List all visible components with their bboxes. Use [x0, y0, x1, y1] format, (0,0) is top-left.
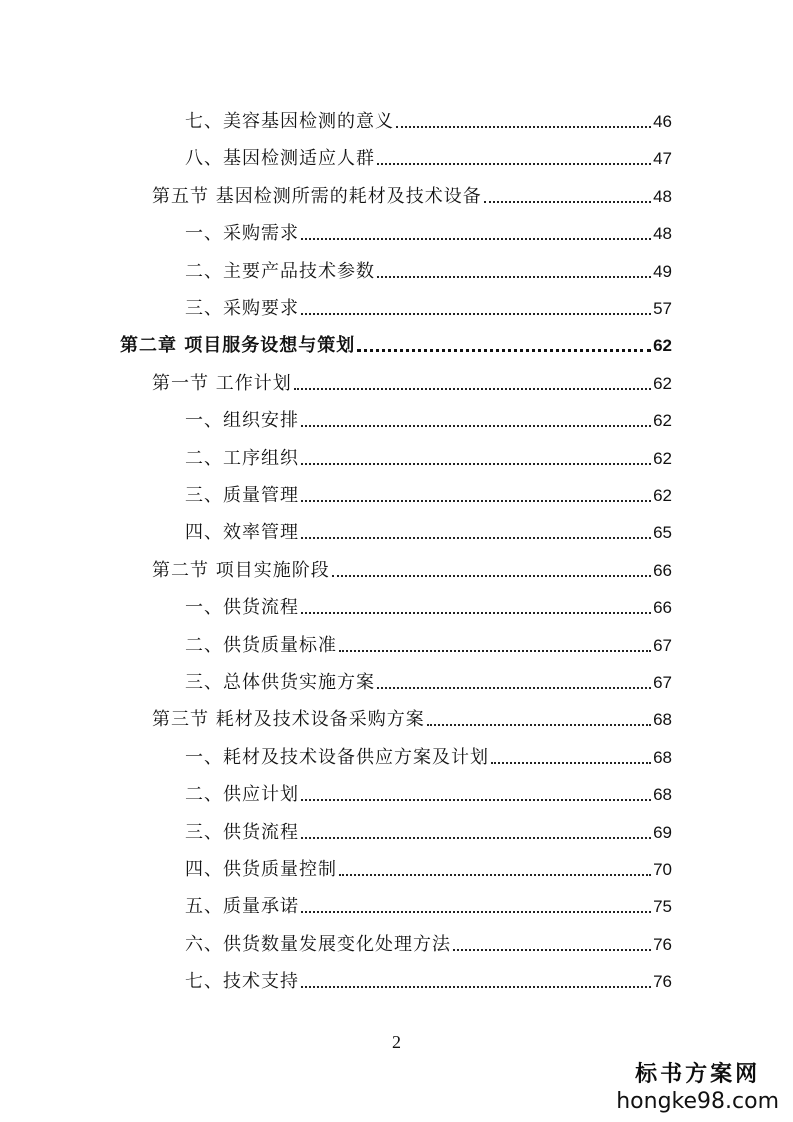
toc-entry-title: 二、供应计划: [185, 784, 299, 806]
toc-entry-title: 六、供货数量发展变化处理方法: [185, 933, 451, 955]
toc-subsection-entry: [0, 517, 793, 545]
toc-subsection-entry: [0, 592, 793, 620]
toc-dot-leader: [377, 163, 651, 165]
toc-subsection-entry: [0, 480, 793, 508]
toc-dot-leader: [301, 799, 651, 801]
toc-subsection-entry: [0, 405, 793, 433]
toc-dot-leader: [301, 238, 651, 240]
toc-entry-title: 一、采购需求: [185, 223, 299, 245]
toc-subsection-entry: [0, 293, 793, 321]
toc-entry-title: 四、供货质量控制: [185, 859, 337, 880]
toc-entry-page: 62: [653, 411, 672, 431]
toc-subsection-entry: [0, 218, 793, 246]
toc-section-entry: [0, 181, 793, 209]
toc-entry-page: 68: [653, 785, 672, 805]
toc-entry-page: 47: [653, 149, 672, 169]
toc-entry-title: 二、工序组织: [185, 447, 299, 469]
toc-entry-title: 三、供货流程: [185, 821, 299, 843]
toc-dot-leader: [427, 724, 651, 726]
toc-dot-leader: [339, 650, 651, 652]
toc-entry-page: 70: [653, 860, 672, 879]
toc-dot-leader: [301, 911, 651, 913]
toc-dot-leader: [301, 837, 651, 839]
toc-subsection-entry: [0, 106, 793, 134]
toc-subsection-entry: [0, 891, 793, 919]
page-number: 2: [392, 1032, 401, 1052]
toc-entry-title: 三、采购要求: [185, 298, 299, 319]
toc-entry-title: 一、耗材及技术设备供应方案及计划: [185, 746, 489, 768]
toc-dot-leader: [339, 874, 651, 876]
toc-entry-page: 76: [653, 934, 672, 954]
toc-entry-page: 67: [653, 673, 672, 692]
toc-dot-leader: [301, 463, 651, 465]
toc-entry-title: 一、供货流程: [185, 597, 299, 619]
toc-subsection-entry: [0, 630, 793, 658]
toc-chapter-entry: [0, 330, 793, 358]
toc-dot-leader: [484, 201, 651, 203]
toc-subsection-entry: [0, 779, 793, 807]
toc-subsection-entry: [0, 256, 793, 284]
watermark-url: hongke98.com: [616, 1089, 779, 1114]
toc-subsection-entry: [0, 742, 793, 770]
toc-entry-page: 48: [653, 186, 672, 206]
toc-dot-leader: [301, 986, 651, 988]
toc-entry-title: 四、效率管理: [185, 522, 299, 544]
toc-subsection-entry: [0, 854, 793, 882]
toc-subsection-entry: [0, 143, 793, 171]
toc-entry-page: 62: [653, 486, 672, 505]
toc-entry-page: 68: [653, 710, 672, 730]
toc-entry-title: 五、质量承诺: [185, 896, 299, 918]
toc-dot-leader: [301, 537, 651, 539]
toc-entry-title: 一、组织安排: [185, 410, 299, 432]
toc-entry-title: 第二节 项目实施阶段: [152, 559, 330, 581]
toc-entry-page: 49: [653, 261, 672, 281]
toc-dot-leader: [301, 313, 651, 315]
toc-entry-page: 62: [653, 373, 672, 393]
toc-entry-title: 第一节 工作计划: [152, 372, 292, 394]
toc-entry-page: 76: [653, 972, 672, 992]
toc-section-entry: [0, 555, 793, 583]
toc-entry-page: 67: [653, 635, 672, 655]
toc-dot-leader: [301, 425, 651, 427]
watermark-name: 标书方案网: [635, 1061, 761, 1087]
toc-subsection-entry: [0, 667, 793, 695]
toc-subsection-entry: [0, 817, 793, 845]
toc-entry-page: 57: [653, 299, 672, 318]
toc-dot-leader: [301, 612, 651, 614]
toc-entry-title: 第五节 基因检测所需的耗材及技术设备: [152, 185, 482, 207]
toc-dot-leader: [453, 949, 651, 951]
toc-entry-title: 三、质量管理: [185, 485, 299, 506]
toc-entry-page: 62: [653, 448, 672, 468]
toc-entry-title: 第三节 耗材及技术设备采购方案: [152, 709, 425, 731]
toc-entry-title: 七、技术支持: [185, 971, 299, 993]
toc-dot-leader: [396, 126, 651, 128]
watermark: [616, 1060, 779, 1116]
toc-entry-page: 66: [653, 560, 672, 580]
toc-entry-title: 第二章 项目服务设想与策划: [120, 335, 356, 357]
toc-entry-page: 68: [653, 747, 672, 767]
toc-dot-leader: [301, 500, 651, 502]
toc-entry-title: 三、总体供货实施方案: [185, 672, 375, 693]
toc-dot-leader: [377, 687, 651, 689]
toc-dot-leader: [377, 276, 651, 278]
toc-dot-leader: [491, 762, 651, 764]
toc-entry-page: 69: [653, 822, 672, 842]
toc-entry-page: 62: [653, 336, 672, 356]
toc-entry-title: 八、基因检测适应人群: [185, 148, 375, 170]
toc-subsection-entry: [0, 966, 793, 994]
toc-entry-title: 二、主要产品技术参数: [185, 260, 375, 282]
toc-entry-page: 75: [653, 897, 672, 917]
toc-entry-page: 66: [653, 598, 672, 618]
toc-section-entry: [0, 368, 793, 396]
toc-entry-page: 65: [653, 523, 672, 543]
toc-dot-leader: [332, 575, 651, 577]
toc-entry-page: 48: [653, 224, 672, 244]
toc-entry-page: 46: [653, 112, 672, 131]
toc-dot-leader: [357, 349, 651, 352]
toc-entry-title: 二、供货质量标准: [185, 634, 337, 656]
toc-subsection-entry: [0, 929, 793, 957]
toc-subsection-entry: [0, 443, 793, 471]
toc-dot-leader: [294, 388, 651, 390]
toc-section-entry: [0, 704, 793, 732]
toc-entry-title: 七、美容基因检测的意义: [185, 111, 394, 132]
